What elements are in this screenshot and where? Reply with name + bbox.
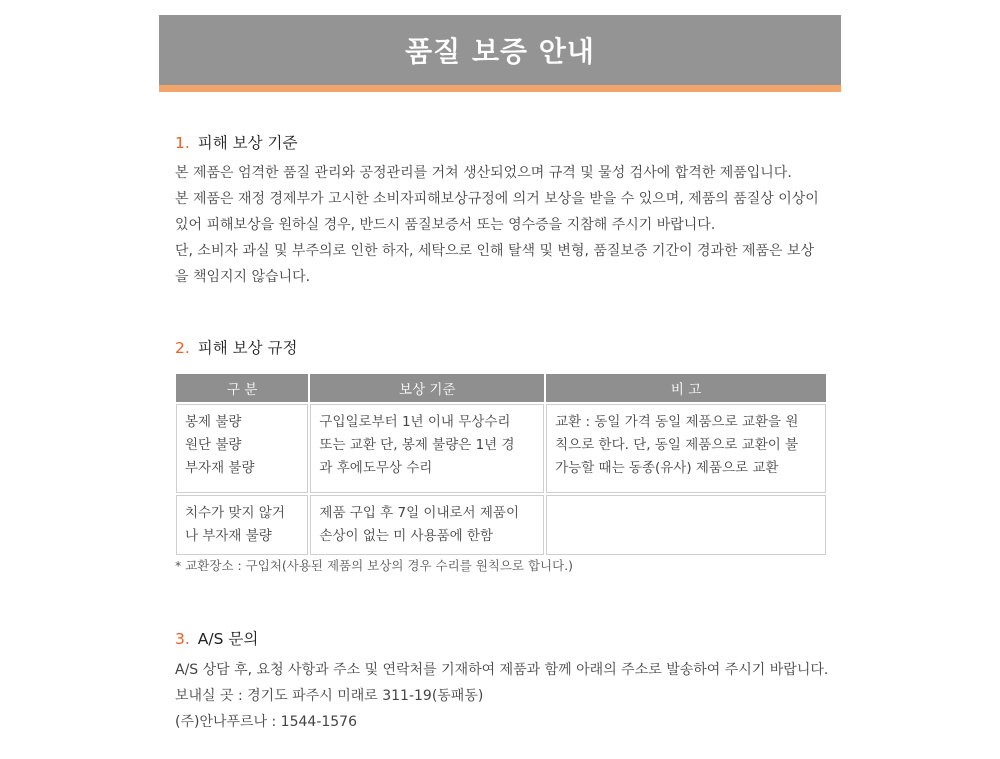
section-3-label: A/S 문의 <box>197 630 259 648</box>
section-1-line: 본 제품은 엄격한 품질 관리와 공정관리를 거쳐 생산되었으며 규격 및 물성 검사에 합격한 제품입니다. <box>175 165 792 181</box>
cell-line: 부자재 불량 <box>185 460 255 476</box>
section-2-title <box>175 336 298 358</box>
cell-category <box>176 404 308 493</box>
as-instructions: A/S 상담 후, 요청 사항과 주소 및 연락처를 기재하여 제품과 함께 아래의 주소로 발송하여 주시기 바랍니다. <box>175 662 829 678</box>
section-1-label: 피해 보상 기준 <box>197 134 298 152</box>
cell-line: 칙으로 한다. 단, 동일 제품으로 교환이 불 <box>555 437 799 453</box>
section-3-title <box>175 627 258 649</box>
header-category: 구 분 <box>176 374 308 402</box>
section-3-body <box>175 657 830 735</box>
section-1-line: 있어 피해보상을 원하실 경우, 반드시 품질보증서 또는 영수증을 지참해 주시기 바랍니다. <box>175 217 716 233</box>
cell-line: 봉제 불량 <box>185 414 242 430</box>
title-banner <box>159 15 841 85</box>
section-2-number: 2. <box>175 339 190 357</box>
cell-standard <box>310 495 544 555</box>
table-row <box>176 495 826 555</box>
company-phone: (주)안나푸르나 : 1544-1576 <box>175 714 357 730</box>
exchange-note: * 교환장소 : 구입처(사용된 제품의 보상의 경우 수리를 원칙으로 합니다.) <box>175 558 574 573</box>
table-row <box>176 404 826 493</box>
cell-line: 제품 구입 후 7일 이내로서 제품이 <box>319 505 519 521</box>
compensation-table <box>174 372 828 557</box>
section-1-line: 을 책임지지 않습니다. <box>175 269 311 285</box>
cell-category <box>176 495 308 555</box>
cell-line: 과 후에도무상 수리 <box>319 460 433 476</box>
cell-line: 치수가 맞지 않거 <box>185 505 285 521</box>
cell-line: 가능할 때는 동종(유사) 제품으로 교환 <box>555 460 779 476</box>
header-standard: 보상 기준 <box>310 374 544 402</box>
section-1-line: 본 제품은 재정 경제부가 고시한 소비자피해보상규정에 의거 보상을 받을 수 있으며, 제품의 품질상 이상이 <box>175 191 819 207</box>
section-1-body <box>175 160 830 290</box>
cell-line: 나 부자재 불량 <box>185 528 272 544</box>
table-header-row <box>176 374 826 402</box>
cell-remark-empty <box>546 495 826 555</box>
shipping-address: 보내실 곳 : 경기도 파주시 미래로 311-19(동패동) <box>175 688 484 704</box>
page-title: 품질 보증 안내 <box>405 35 595 68</box>
section-1-number: 1. <box>175 134 190 152</box>
section-1-title <box>175 131 298 153</box>
cell-line: 원단 불량 <box>185 437 242 453</box>
header-remark: 비 고 <box>546 374 826 402</box>
section-2-label: 피해 보상 규정 <box>197 339 298 357</box>
cell-line: 손상이 없는 미 사용품에 한함 <box>319 528 494 544</box>
cell-line: 또는 교환 단, 봉제 불량은 1년 경 <box>319 437 515 453</box>
cell-line: 교환 : 동일 가격 동일 제품으로 교환을 원 <box>555 414 799 430</box>
title-accent-bar <box>159 85 841 92</box>
cell-remark <box>546 404 826 493</box>
cell-standard <box>310 404 544 493</box>
section-3-number: 3. <box>175 630 190 648</box>
section-1-line: 단, 소비자 과실 및 부주의로 인한 하자, 세탁으로 인해 탈색 및 변형, 품질보증 기간이 경과한 제품은 보상 <box>175 243 815 259</box>
cell-line: 구입일로부터 1년 이내 무상수리 <box>319 414 511 430</box>
